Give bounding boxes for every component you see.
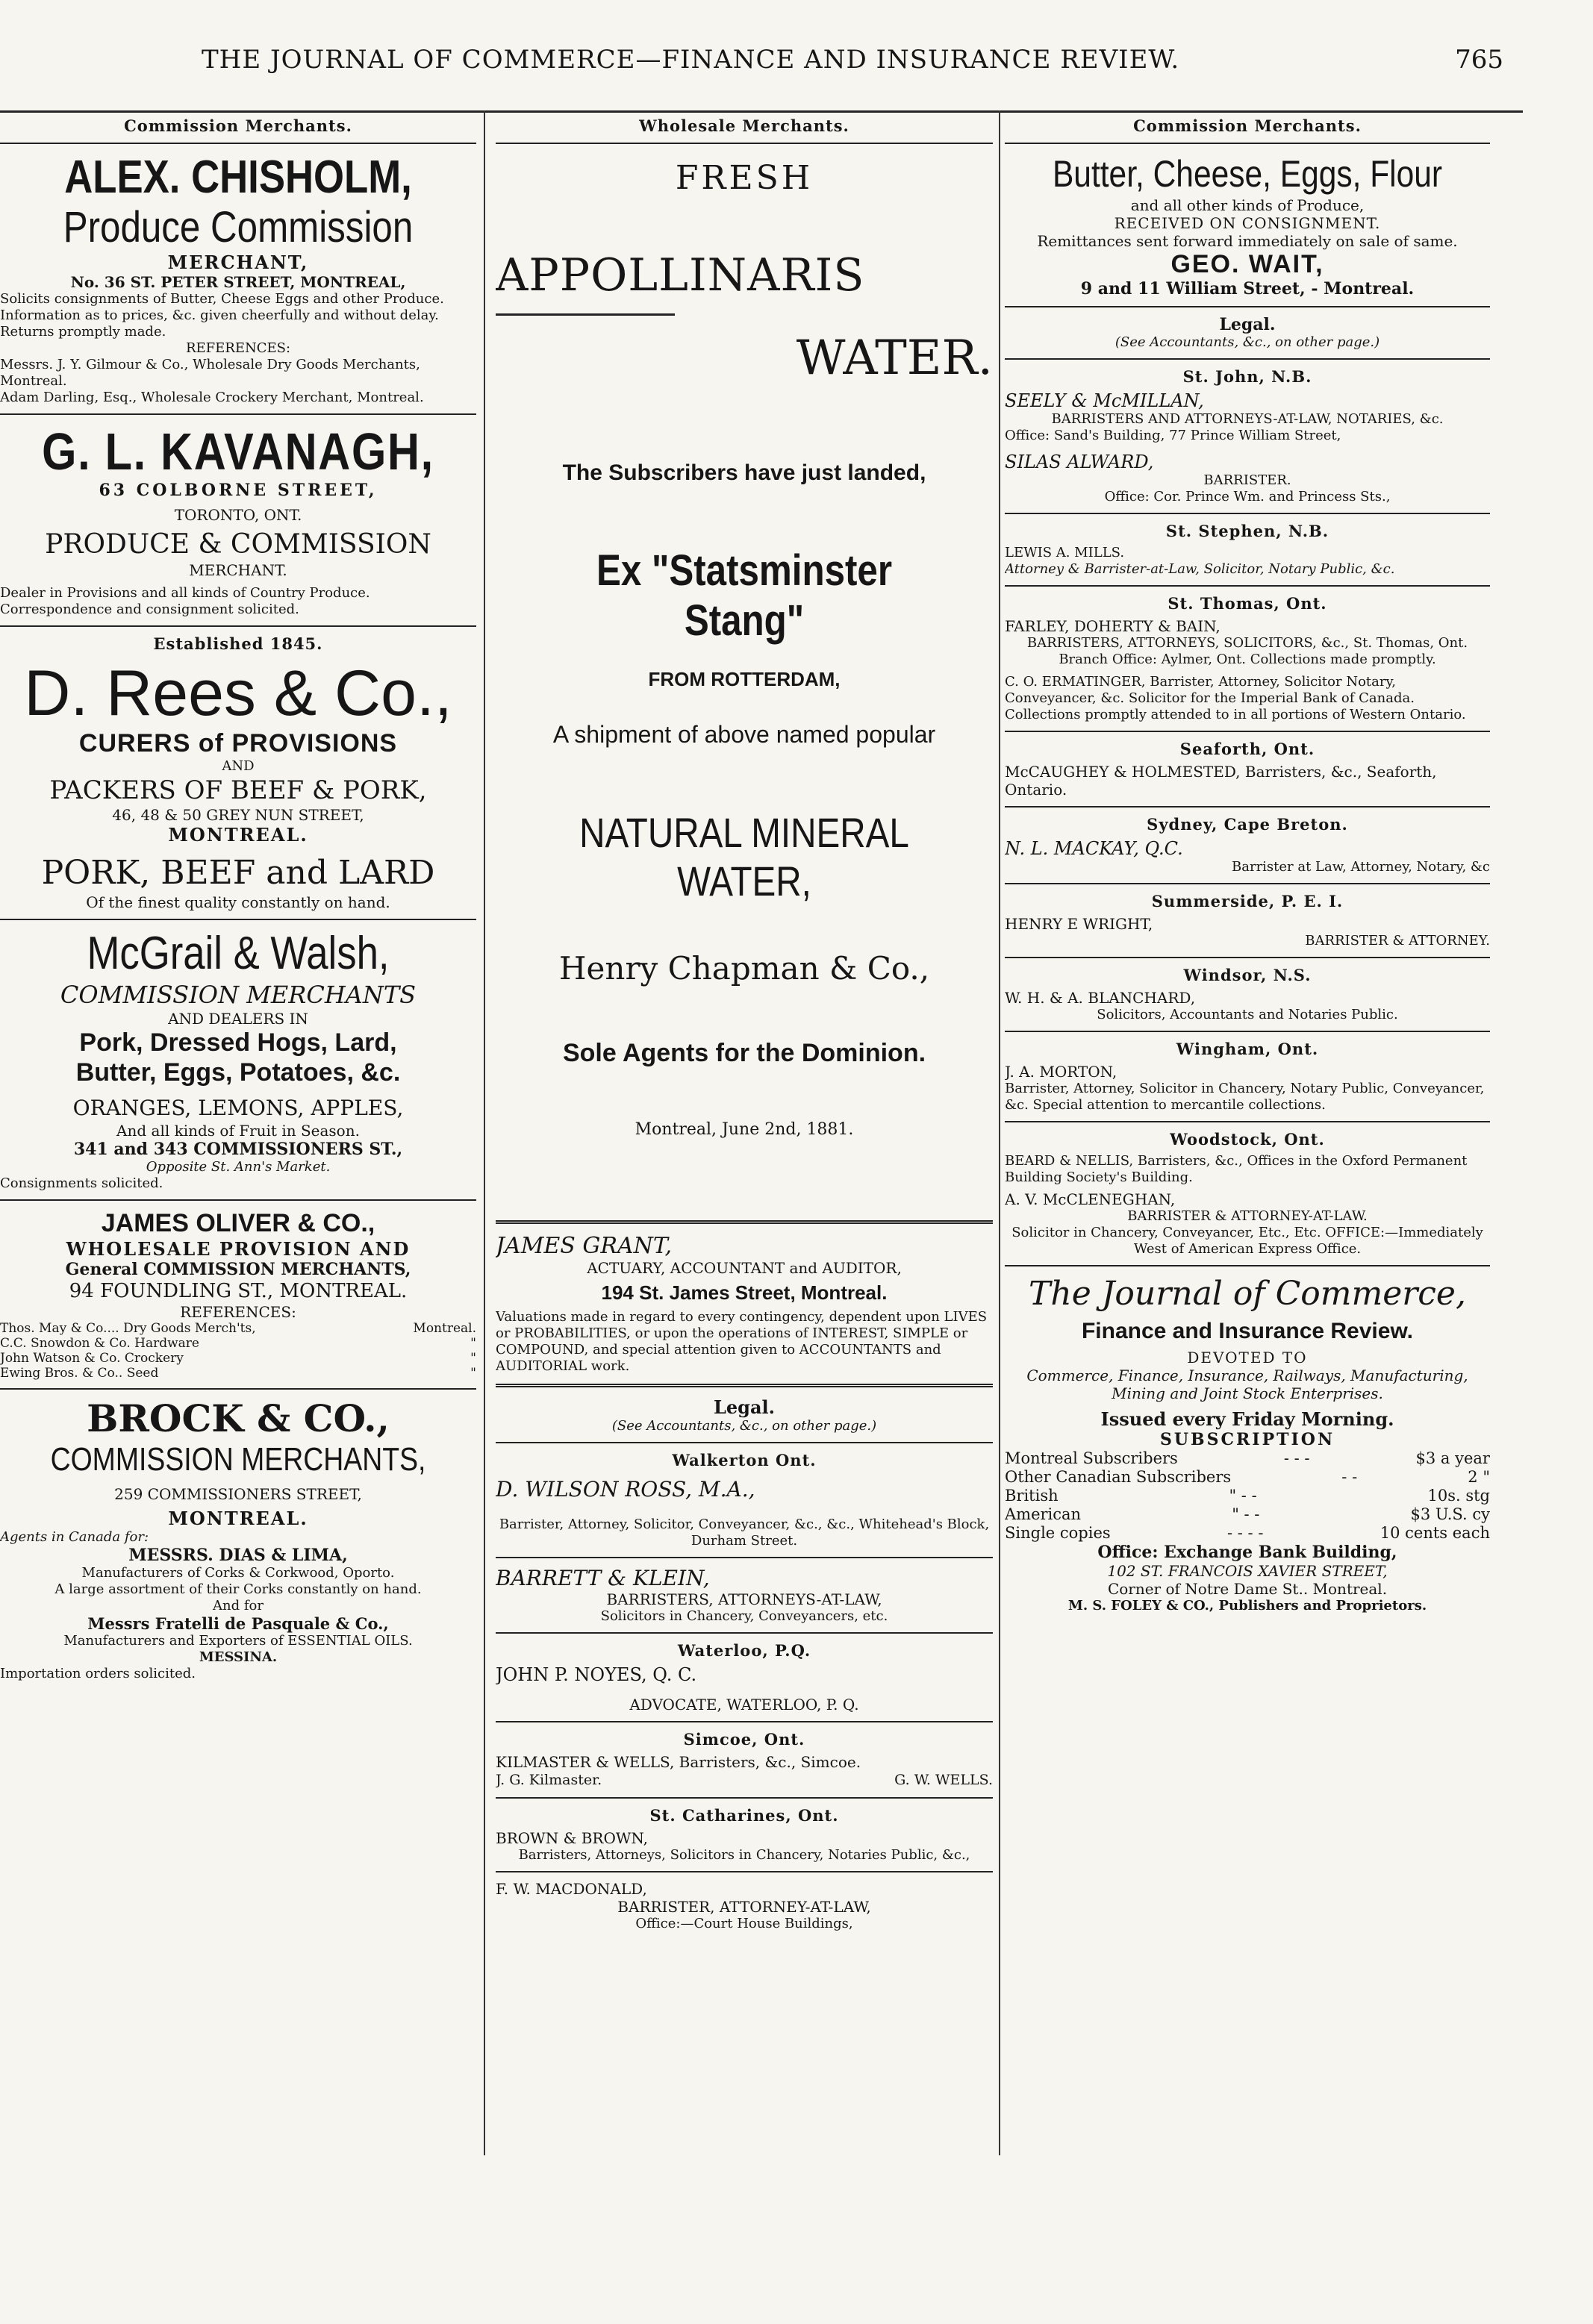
ad-text: Solicitors, Accountants and Notaries Public. [1097,1007,1398,1022]
ad-name: FARLEY, DOHERTY & BAIN, [1005,617,1221,635]
reference-row [0,1351,476,1366]
place-heading: Woodstock, Ont. [1170,1130,1325,1149]
divider [496,143,993,144]
divider [0,919,476,920]
ad-ref: Adam Darling, Esq., Wholesale Crockery Merchant, Montreal. [0,390,424,405]
ad-refs-label: REFERENCES: [180,1303,296,1321]
ad-text: Office: Cor. Prince Wm. and Princess Sts., [1104,489,1391,505]
rate-row [1005,1524,1490,1543]
ad-subtitle: MERCHANT, [167,252,309,273]
ad-text: Of the finest quality constantly on hand. [86,893,390,911]
ad-partner: J. G. Kilmaster. [496,1772,602,1788]
column-right [1005,112,1490,2164]
section-heading: Wholesale Merchants. [639,116,850,135]
divider [1005,883,1490,884]
ad-text: Remittances sent forward immediately on sale of same. [1037,232,1458,250]
divider [0,1388,476,1390]
ad-title: BARRISTERS AND ATTORNEYS-AT-LAW, NOTARIES, &c. [1051,411,1444,427]
ad-title: ACTUARY, ACCOUNTANT and AUDITOR, [587,1259,902,1277]
divider [496,1384,993,1387]
ad-address: 341 and 343 COMMISSIONERS ST., [73,1140,403,1159]
rate-price: $3 U.S. cy [1410,1505,1490,1523]
ad-ref: Messrs. J. Y. Gilmour & Co., Wholesale Dry Goods Merchants, Montreal. [0,357,420,389]
journal-corner: Corner of Notre Dame St.. Montreal. [1107,1580,1388,1598]
ad-text: Manufacturers of Corks & Corkwood, Oporto. [81,1565,395,1581]
ad-name: JAMES OLIVER & CO., [101,1209,375,1237]
rate-row [1005,1449,1490,1468]
rate-price: 10s. stg [1427,1487,1490,1505]
divider [0,1199,476,1201]
rate-dots: - - - - [1227,1524,1264,1542]
ad-appollinaris [496,159,993,1211]
running-head: THE JOURNAL OF COMMERCE—FINANCE AND INSURANCE REVIEW. [202,45,1180,75]
ad-text: Agents in Canada for: [0,1529,149,1545]
ad-text: BEARD & NELLIS, Barristers, &c., Offices in the Oxford Permanent Building Society's Building. [1005,1153,1468,1185]
ad-address: 63 COLBORNE STREET, [99,481,378,500]
journal-address: 102 ST. FRANCOIS XAVIER STREET, [1107,1562,1388,1580]
ad-title: Butter, Cheese, Eggs, Flour [1052,153,1443,195]
ad-title: WHOLESALE PROVISION AND [66,1238,411,1260]
ad-grant [496,1233,993,1375]
ad-text: and all other kinds of Produce, [1130,196,1365,214]
reference-row [0,1336,476,1351]
place-heading: Sydney, Cape Breton. [1147,815,1348,834]
section-heading: Legal. [714,1396,775,1418]
ad-name: HENRY E WRIGHT, [1005,915,1153,933]
ad-title: BARRISTER & ATTORNEY-AT-LAW. [1127,1208,1368,1224]
ad-name: SEELY & McMILLAN, [1005,390,1204,411]
ad-city: MESSINA. [199,1649,278,1665]
ad-brock [0,1397,476,1682]
ad-agent: Messrs Fratelli de Pasquale & Co., [87,1614,389,1633]
ad-name: A. V. McCLENEGHAN, [1005,1190,1176,1208]
ad-name: GEO. WAIT, [1170,250,1324,278]
ad-word: WATER. [796,331,993,386]
ad-waterloo [496,1641,993,1714]
ad-name: ALEX. CHISHOLM, [64,152,412,203]
ad-address: No. 36 ST. PETER STREET, MONTREAL, [70,273,406,291]
ad-macdonald [496,1880,993,1932]
ad-city: MONTREAL. [168,1508,308,1529]
ad-text: Consignments solicited. [0,1175,163,1191]
ad-title: PACKERS OF BEEF & PORK, [49,775,427,805]
ad-title: PORK, BEEF and LARD [41,854,435,892]
ad-title: Produce Commission [63,203,414,252]
ad-name: J. A. MORTON, [1005,1063,1117,1081]
divider [1005,806,1490,808]
divider [1005,306,1490,307]
subscription-rates [1005,1449,1490,1543]
page-header [0,39,1593,113]
divider [0,143,476,144]
ad-and: AND [222,758,255,774]
ad-text: Barristers, Attorneys, Solicitors in Chancery, Notaries Public, &c., [518,1847,970,1863]
section-note: (See Accountants, &c., on other page.) [1115,334,1380,350]
ad-text: FROM ROTTERDAM, [648,668,841,690]
place-heading: Walkerton Ont. [672,1451,817,1469]
ad-text: The Subscribers have just landed, [562,460,926,485]
ad-title: BARRISTER & ATTORNEY. [1305,933,1490,949]
reference-row [0,1321,476,1336]
ad-title: Ex "Statsminster Stang" [596,546,893,645]
column-rule-1 [484,110,485,2155]
column-middle [496,112,993,2164]
rate-dots: " - - [1229,1487,1257,1505]
ad-title: BARRISTER, ATTORNEY-AT-LAW, [617,1898,871,1916]
journal-subtitle: Finance and Insurance Review. [1081,1319,1414,1343]
ad-text: Manufacturers and Exporters of ESSENTIAL OILS. [63,1633,413,1649]
divider [1005,513,1490,514]
place-heading: St. John, N.B. [1182,367,1312,386]
ad-kavanagh [0,422,476,618]
reference-name: C.C. Snowdon & Co. Hardware [0,1336,199,1351]
journal-devoted: DEVOTED TO [1187,1349,1308,1366]
ad-date: Montreal, June 2nd, 1881. [635,1120,854,1139]
rate-row [1005,1505,1490,1524]
ad-name: W. H. & A. BLANCHARD, [1005,989,1196,1007]
reference-name: John Watson & Co. Crockery [0,1351,184,1366]
ad-title: BARRISTER. [1203,472,1291,488]
ad-text: BARRISTERS, ATTORNEYS, SOLICITORS, &c., St. Thomas, Ont. Branch Office: Aylmer, Ont. Collections made promptly. [1026,635,1468,667]
ad-text: Valuations made in regard to every contingency, dependent upon LIVES or PROBABILITIES, or upon the operations of INTEREST, SIMPLE or COMPOUND, and special attention given to ACCOUNTANTS and AUDITORIAL work. [496,1309,988,1374]
ad-word: FRESH [675,159,814,197]
ad-subtitle: MERCHANT. [189,561,287,579]
divider [1005,1031,1490,1032]
ad-title: COMMISSION MERCHANTS, [50,1441,426,1478]
section-note: (See Accountants, &c., on other page.) [611,1418,877,1434]
divider [1005,143,1490,144]
section-heading: Legal. [1219,315,1276,334]
ad-chisholm [0,152,476,406]
divider [496,1797,993,1799]
ad-simcoe [496,1730,993,1790]
subscription-label: SUBSCRIPTION [1159,1430,1335,1449]
ad-name: BROWN & BROWN, [496,1829,649,1847]
place-heading: Waterloo, P.Q. [677,1641,811,1660]
ad-subtitle: AND DEALERS IN [168,1010,308,1028]
ad-text: Barrister, Attorney, Solicitor, Conveyancer, &c., &c., Whitehead's Block, Durham Street. [499,1516,990,1549]
ad-name: D. Rees & Co., [24,657,452,729]
ad-text: Solicitors in Chancery, Conveyancers, etc. [600,1608,888,1624]
journal-topics: Commerce, Finance, Insurance, Railways, Manufacturing, Mining and Joint Stock Enterprises. [1026,1366,1468,1402]
column-left [0,112,476,2164]
ad-partner: G. W. WELLS. [894,1772,993,1788]
ad-name: F. W. MACDONALD, [496,1880,647,1898]
ad-text: Attorney & Barrister-at-Law, Solicitor, Notary Public, &c. [1005,561,1395,577]
rate-label: Other Canadian Subscribers [1005,1468,1232,1486]
ad-goods: ORANGES, LEMONS, APPLES, [72,1096,404,1120]
reference-city: " [470,1336,476,1351]
ad-goods: Pork, Dressed Hogs, Lard, [79,1028,397,1057]
place-heading: Wingham, Ont. [1176,1040,1319,1058]
ad-name: JAMES GRANT, [496,1233,673,1259]
rate-price: 2 " [1468,1468,1490,1486]
divider [0,625,476,627]
ad-name: BROCK & CO., [87,1396,390,1440]
place-heading: Summerside, P. E. I. [1151,892,1344,910]
ad-name: D. WILSON ROSS, M.A., [496,1477,755,1502]
ad-title: COMMISSION MERCHANTS [60,981,417,1009]
page-number: 765 [1455,45,1503,75]
place-heading: St. Thomas, Ont. [1168,594,1327,613]
column-rule-2 [999,110,1000,2155]
ad-woodstock [1005,1130,1490,1258]
ad-address: 194 St. James Street, Montreal. [601,1281,888,1304]
ad-text: RECEIVED ON CONSIGNMENT. [1114,214,1381,232]
ad-text: Solicitor in Chancery, Conveyancer, Etc., Etc. OFFICE:—Immediately West of American Express Office. [1011,1225,1483,1257]
ad-name: N. L. MACKAY, Q.C. [1005,838,1183,859]
ad-sydney [1005,815,1490,875]
ad-name: McGrail & Walsh, [87,928,390,979]
ad-wingham [1005,1040,1490,1113]
ad-refs-label: REFERENCES: [185,340,291,356]
journal-title: The Journal of Commerce, [1029,1275,1466,1313]
rate-dots: - - [1341,1468,1358,1486]
reference-city: " [470,1366,476,1381]
divider [496,1557,993,1558]
rate-label: Single copies [1005,1524,1111,1542]
ad-text: And for [213,1598,264,1614]
divider [0,413,476,415]
ad-catharines [496,1806,993,1864]
ad-wait [1005,152,1490,299]
place-heading: Seaforth, Ont. [1179,740,1315,758]
place-heading: St. Catharines, Ont. [649,1806,839,1825]
place-heading: St. Stephen, N.B. [1165,522,1329,540]
ad-address: 94 FOUNDLING ST., MONTREAL. [69,1280,408,1302]
ad-oliver [0,1208,476,1381]
rate-price: 10 cents each [1380,1524,1490,1542]
rate-dots: " - - [1232,1505,1260,1523]
ad-stjohn [1005,367,1490,505]
ad-title: BARRISTERS, ATTORNEYS-AT-LAW, [606,1590,882,1608]
ad-city: TORONTO, ONT. [174,506,302,524]
ad-windsor [1005,966,1490,1023]
ad-city: MONTREAL. [168,824,308,846]
section-heading: Commission Merchants. [1133,116,1362,135]
ad-mcgrail [0,928,476,1192]
rate-label: British [1005,1487,1059,1505]
divider [1005,731,1490,732]
ad-text: A shipment of above named popular [552,721,936,748]
place-heading: Simcoe, Ont. [683,1730,805,1749]
reference-row [0,1366,476,1381]
ad-text: Dealer in Provisions and all kinds of Country Produce. Correspondence and consignment solicited. [0,585,370,617]
ad-agent: Henry Chapman & Co., [558,950,930,987]
ad-title: CURERS of PROVISIONS [78,729,398,758]
ad-established: Established 1845. [153,634,323,653]
ad-title: NATURAL MINERAL WATER, [579,809,909,905]
divider [1005,1121,1490,1122]
ad-name: SILAS ALWARD, [1005,452,1154,472]
legal-heading-block [1005,315,1490,351]
ad-title: General COMMISSION MERCHANTS, [65,1260,411,1279]
ad-seaforth [1005,740,1490,799]
divider [1005,585,1490,587]
ad-title: PRODUCE & COMMISSION [45,529,431,560]
ad-name: LEWIS A. MILLS. [1005,545,1125,560]
ad-name: KILMASTER & WELLS, Barristers, &c., Simcoe. [496,1753,861,1771]
divider [1005,358,1490,360]
ad-name: G. L. KAVANAGH, [42,422,434,481]
reference-name: Ewing Bros. & Co.. Seed [0,1366,159,1381]
ad-goods: Butter, Eggs, Potatoes, &c. [75,1058,401,1087]
ad-text: Importation orders solicited. [0,1666,196,1681]
divider [496,1632,993,1634]
journal-issued: Issued every Friday Morning. [1100,1408,1394,1430]
rate-label: American [1005,1505,1082,1523]
ad-text: C. O. ERMATINGER, Barrister, Attorney, Solicitor Notary, Conveyancer, &c. Solicitor for the Imperial Bank of Canada. Collections promptly attended to in all portions of Western Ontario. [1005,674,1466,722]
ad-stthomas [1005,594,1490,723]
legal-heading-block [496,1396,993,1434]
ad-journal [1005,1274,1490,1614]
ad-text: Opposite St. Ann's Market. [146,1159,331,1175]
rate-label: Montreal Subscribers [1005,1449,1178,1467]
divider [496,1721,993,1722]
divider [496,1220,993,1224]
ad-address: 259 COMMISSIONERS STREET, [114,1485,362,1503]
ad-text: Office: Sand's Building, 77 Prince William Street, [1005,428,1341,443]
ad-text: Information as to prices, &c. given cheerfully and without delay. Returns promptly made. [0,307,439,340]
rate-price: $3 a year [1415,1449,1490,1467]
rate-row [1005,1487,1490,1505]
underline [496,313,675,316]
ad-text: Solicits consignments of Butter, Cheese Eggs and other Produce. [0,291,444,307]
place-heading: Windsor, N.S. [1183,966,1312,984]
reference-city: Montreal. [413,1321,476,1336]
ad-name: BARRETT & KLEIN, [496,1566,710,1590]
ad-text: Office:—Court House Buildings, [635,1916,853,1931]
ad-name: JOHN P. NOYES, Q. C. [496,1664,697,1685]
rate-row [1005,1468,1490,1487]
ad-rees [0,634,476,911]
ad-address: 9 and 11 William Street, - Montreal. [1080,279,1415,299]
divider [1005,1265,1490,1266]
ad-walkerton [496,1451,993,1549]
journal-publisher: M. S. FOLEY & CO., Publishers and Proprietors. [1067,1598,1427,1614]
ad-barrett [496,1566,993,1625]
ad-agent: MESSRS. DIAS & LIMA, [128,1546,348,1565]
ad-text: Barrister at Law, Attorney, Notary, &c [1232,859,1490,875]
ad-text: Barrister, Attorney, Solicitor in Chancery, Notary Public, Conveyancer, &c. Special attention to mercantile collections. [1005,1081,1485,1113]
ad-partners [496,1771,993,1790]
divider [496,1442,993,1443]
reference-name: Thos. May & Co.... Dry Goods Merch'ts, [0,1321,256,1336]
ad-summerside [1005,892,1490,949]
divider [1005,957,1490,958]
ad-ststephen [1005,522,1490,578]
divider [496,1871,993,1872]
ad-name: APPOLLINARIS [496,249,865,302]
ad-text: And all kinds of Fruit in Season. [116,1122,360,1140]
journal-office: Office: Exchange Bank Building, [1097,1543,1397,1562]
rate-dots: - - - [1283,1449,1310,1467]
ad-refs-list [0,1321,476,1381]
ad-text: ADVOCATE, WATERLOO, P. Q. [629,1696,859,1714]
ad-text: Sole Agents for the Dominion. [562,1039,926,1067]
reference-city: " [470,1351,476,1366]
ad-name: McCAUGHEY & HOLMESTED, Barristers, &c., Seaforth, Ontario. [1005,763,1437,799]
ad-address: 46, 48 & 50 GREY NUN STREET, [112,806,364,824]
section-heading: Commission Merchants. [124,116,352,135]
ad-text: A large assortment of their Corks constantly on hand. [54,1581,422,1597]
